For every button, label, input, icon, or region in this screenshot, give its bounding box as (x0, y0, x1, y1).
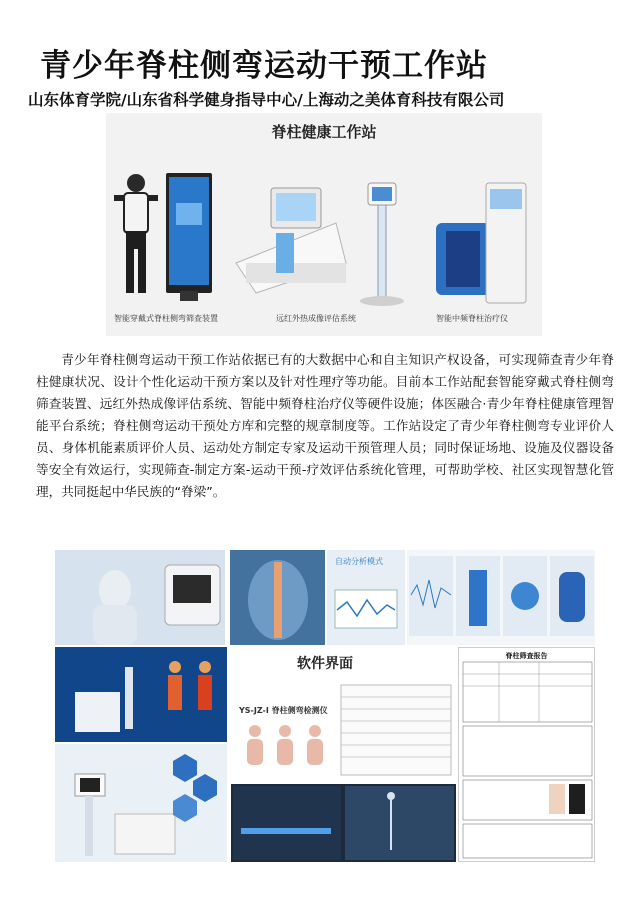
hero-caption-1: 智能穿戴式脊柱侧弯筛查装置 (114, 314, 218, 323)
collage-device-render (55, 550, 225, 645)
body-paragraph: 青少年脊柱侧弯运动干预工作站依据已有的大数据中心和自主知识产权设备，可实现筛查青少年脊柱健康状况、设计个性化运动干预方案以及针对性理疗等功能。目前本工作站配套智能穿戴式脊柱侧弯筛查装置、远红外热成像评估系统、智能中频脊柱治疗仪等硬件设施；体医融合·青少年脊柱健康管理智能平台系统；脊柱侧弯运动干预处方库和完整的规章制度等。工作站设定了青少年脊柱侧弯专业评价人员、身体机能素质评价人员、运动处方制定专家及运动干预管理人员；同时保证场地、设施及仪器设备等安全有效运行，实现筛查-制定方案-运动干预-疗效评估系统化管理，可帮助学校、社区实现智慧化管理，共同挺起中华民族的“脊梁”。 (36, 352, 614, 499)
collage-software-ui (231, 647, 456, 782)
collage-spine-scan (230, 550, 325, 645)
collage-therapy-strip (407, 550, 595, 645)
software-title: 软件界面 (297, 656, 353, 672)
hero-illustration (106, 113, 542, 336)
collage-analysis-panel (327, 550, 405, 645)
hero-title: 脊柱健康工作站 (271, 123, 377, 141)
collage-body-model (55, 647, 227, 742)
analysis-panel-tag: 自动分析模式 (335, 557, 383, 566)
hero-caption-3: 智能中频脊柱治疗仪 (436, 314, 508, 323)
image-collage (55, 550, 595, 862)
hero-image (106, 113, 542, 336)
report-title: 脊柱筛查报告 (505, 652, 548, 660)
page-subtitle: 山东体育学院/山东省科学健身指导中心/上海动之美体育科技有限公司 (28, 91, 505, 109)
page-title: 青少年脊柱侧弯运动干预工作站 (40, 48, 488, 84)
collage-equipment-room (55, 744, 227, 862)
hero-caption-2: 远红外热成像评估系统 (276, 314, 356, 323)
device-label: YS-JZ-I 脊柱侧弯检测仪 (239, 706, 328, 715)
collage-screening-report (458, 647, 595, 862)
collage-software-screens (231, 784, 456, 862)
